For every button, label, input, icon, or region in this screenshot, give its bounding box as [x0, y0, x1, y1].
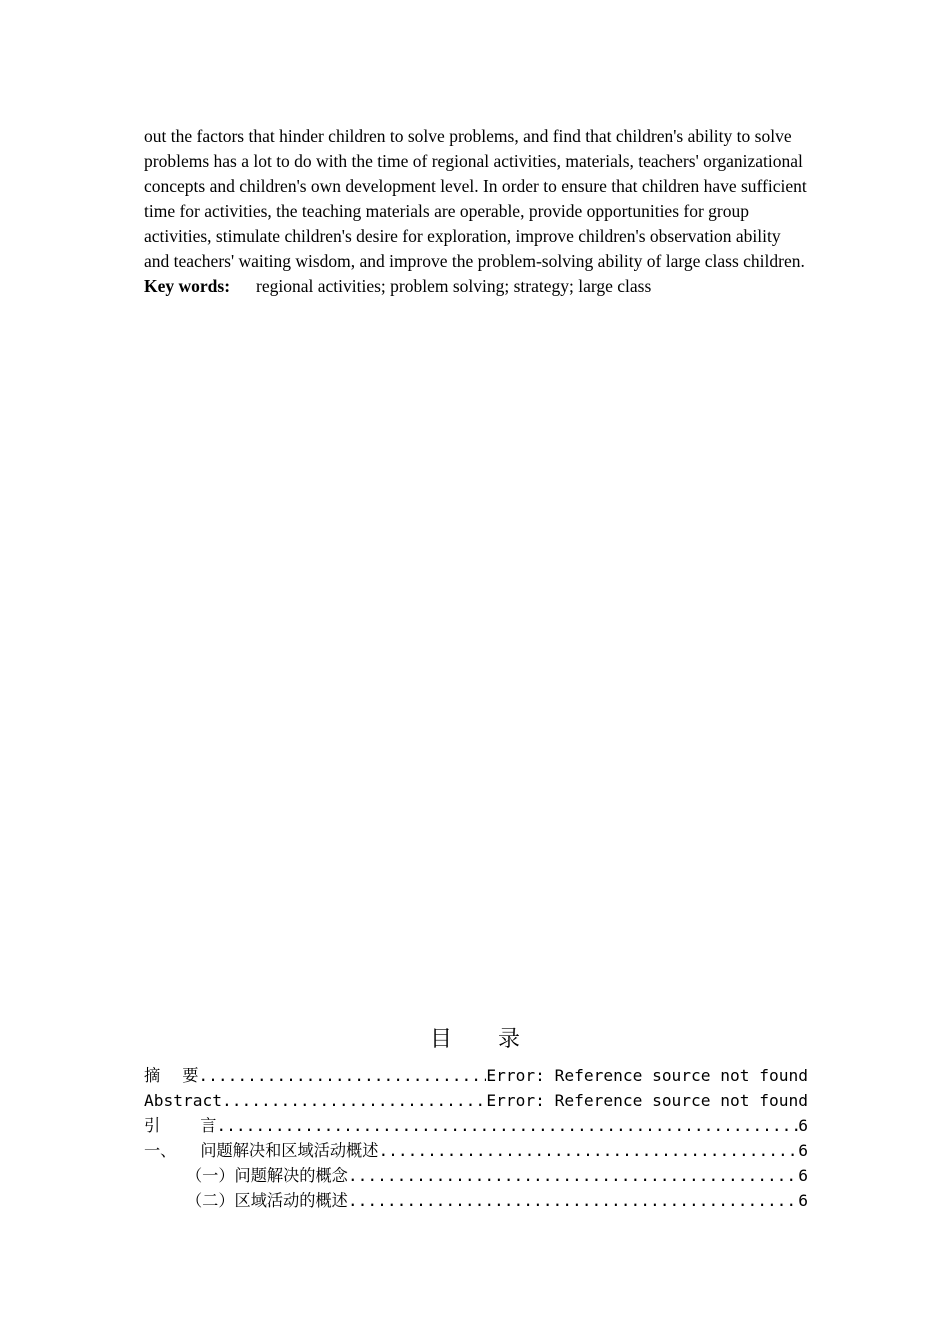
toc-entry-section-1[interactable]: [144, 1138, 808, 1163]
toc-entry-abstract-cn[interactable]: [144, 1063, 808, 1088]
keywords-line: [144, 274, 808, 299]
toc-entry-page: Error: Reference source not found: [486, 1066, 808, 1085]
keywords-label: Key words:: [144, 276, 231, 296]
keywords-text: regional activities; problem solving; strategy; large class: [256, 276, 652, 296]
toc-entry-page: 6: [798, 1166, 808, 1185]
toc-leader-dots: [216, 1113, 798, 1138]
toc-leader-dots: [198, 1063, 486, 1088]
toc-title-char-1: 目: [429, 1027, 452, 1052]
toc-entry-label: 摘 要: [144, 1066, 199, 1085]
toc-entry-label: （一）问题解决的概念: [186, 1166, 348, 1185]
toc-entry-abstract-en[interactable]: [144, 1088, 808, 1113]
toc-section-number: 一、: [144, 1141, 177, 1160]
table-of-contents: [144, 1063, 808, 1213]
toc-entry-label: Abstract: [144, 1091, 222, 1110]
english-abstract: [144, 124, 808, 299]
toc-title-char-2: 录: [498, 1027, 521, 1052]
toc-leader-dots: [378, 1138, 798, 1163]
toc-entry-page: 6: [798, 1116, 808, 1135]
toc-leader-dots: [348, 1163, 798, 1188]
toc-entry-page: 6: [798, 1141, 808, 1160]
toc-leader-dots: [222, 1088, 486, 1113]
toc-entry-page: 6: [798, 1191, 808, 1210]
toc-entry-section-1-2[interactable]: [144, 1188, 808, 1213]
toc-leader-dots: [348, 1188, 798, 1213]
toc-entry-section-1-1[interactable]: [144, 1163, 808, 1188]
toc-entry-label: 引 言: [144, 1116, 217, 1135]
toc-entry-introduction[interactable]: [144, 1113, 808, 1138]
toc-entry-label: 一、 问题解决和区域活动概述: [144, 1141, 379, 1160]
toc-title: [0, 1022, 950, 1053]
toc-entry-label: （二）区域活动的概述: [186, 1191, 348, 1210]
toc-entry-page: Error: Reference source not found: [486, 1091, 808, 1110]
abstract-body: out the factors that hinder children to solve problems, and find that children's ability to solve problems has a lot to do with the time of regional activities, materials, teachers' organizational concepts and children's own development level. In order to ensure that children have sufficient time for activities, the teaching materials are operable, provide opportunities for group activities, stimulate children's desire for exploration, improve children's observation ability and teachers' waiting wisdom, and improve the problem-solving ability of large class children.: [144, 126, 807, 271]
